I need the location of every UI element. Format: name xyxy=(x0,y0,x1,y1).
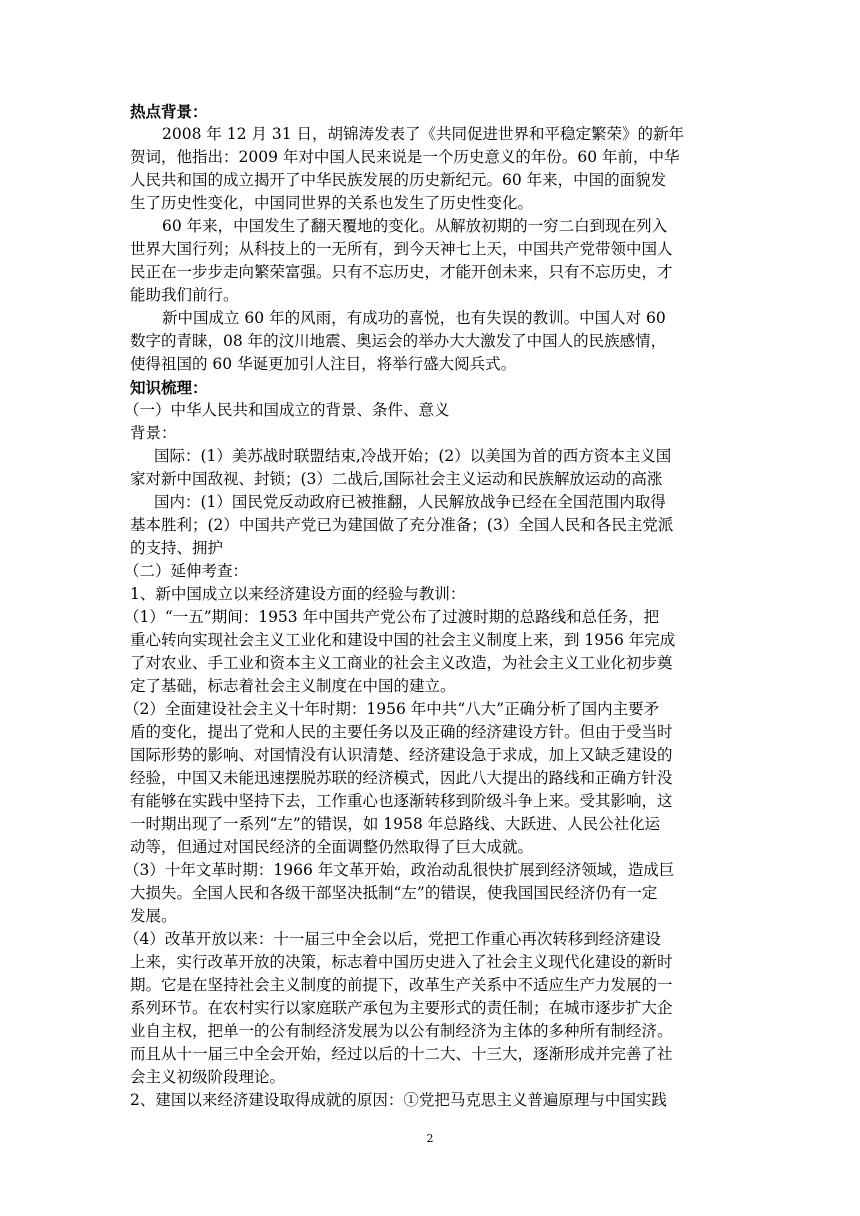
text-line: 民正在一步步走向繁荣富强。只有不忘历史，才能开创未来，只有不忘历史，才 xyxy=(130,263,673,281)
text-line: 会主义初级阶段理论。 xyxy=(130,1068,286,1086)
text-line: 能助我们前行。 xyxy=(130,286,239,304)
text-line: 有能够在实践中坚持下去，工作重心也逐渐转移到阶级斗争上来。受其影响，这 xyxy=(130,792,673,810)
text-line: 盾的变化，提出了党和人民的主要任务以及正确的经济建设方针。但由于受当时 xyxy=(130,723,673,741)
text-line: 业自主权，把单一的公有制经济发展为以公有制经济为主体的多种所有制经济。 xyxy=(130,1022,673,1040)
page-number: 2 xyxy=(426,1132,434,1145)
text-line: （3）十年文革时期：1966 年文革开始，政治动乱很快扩展到经济领域，造成巨 xyxy=(124,861,675,879)
document-body xyxy=(124,100,742,1112)
text-line: 世界大国行列；从科技上的一无所有，到今天神七上天，中国共产党带领中国人 xyxy=(130,240,673,258)
text-line: 新中国成立 60 年的风雨，有成功的喜悦，也有失误的教训。中国人对 60 xyxy=(162,309,666,327)
text-line: 基本胜利；(2）中国共产党已为建国做了充分准备；(3）全国人民和各民主党派 xyxy=(130,516,674,534)
section-heading: 知识梳理： xyxy=(130,378,208,397)
text-line: 了对农业、手工业和资本主义工商业的社会主义改造，为社会主义工业化初步奠 xyxy=(130,654,673,672)
text-line: （一）中华人民共和国成立的背景、条件、意义 xyxy=(124,401,450,419)
text-line: （1）“一五”期间：1953 年中国共产党公布了过渡时期的总路线和总任务，把 xyxy=(124,608,660,626)
text-line: 60 年来，中国发生了翻天覆地的变化。从解放初期的一穷二白到现在列入 xyxy=(162,217,668,235)
text-line: 期。它是在坚持社会主义制度的前提下，改革生产关系中不适应生产力发展的一 xyxy=(130,976,673,994)
text-line: 数字的青睐，08 年的汶川地震、奥运会的举办大大激发了中国人的民族感情， xyxy=(130,332,667,350)
text-line: 人民共和国的成立揭开了中华民族发展的历史新纪元。60 年来，中国的面貌发 xyxy=(130,171,667,189)
text-line: 国内：(1）国民党反动政府已被推翻，人民解放战争已经在全国范围内取得 xyxy=(154,493,666,511)
text-line: （2）全面建设社会主义十年时期：1956 年中共“八大”正确分析了国内主要矛 xyxy=(124,700,660,718)
text-line: 重心转向实现社会主义工业化和建设中国的社会主义制度上来，到 1956 年完成 xyxy=(130,631,676,649)
text-line: 家对新中国敌视、封锁；(3）二战后,国际社会主义运动和民族解放运动的高涨 xyxy=(130,470,663,488)
text-line: 2008 年 12 月 31 日，胡锦涛发表了《共同促进世界和平稳定繁荣》的新年 xyxy=(162,125,685,143)
text-line: 1、新中国成立以来经济建设方面的经验与教训： xyxy=(130,585,466,603)
text-line: 国际形势的影响、对国情没有认识清楚、经济建设急于求成，加上又缺乏建设的 xyxy=(130,746,673,764)
text-line: 生了历史性变化，中国同世界的关系也发生了历史性变化。 xyxy=(130,194,534,212)
text-line: （二）延伸考查： xyxy=(124,562,249,580)
text-line: 使得祖国的 60 华诞更加引人注目，将举行盛大阅兵式。 xyxy=(130,355,517,373)
text-line: 系列环节。在农村实行以家庭联产承包为主要形式的责任制；在城市逐步扩大企 xyxy=(130,999,673,1017)
text-line: 发展。 xyxy=(130,907,177,925)
text-line: 贺词，他指出：2009 年对中国人民来说是一个历史意义的年份。60 年前，中华 xyxy=(130,148,680,166)
text-line: 而且从十一届三中全会开始，经过以后的十二大、十三大，逐渐形成并完善了社 xyxy=(130,1045,673,1063)
section-heading: 热点背景： xyxy=(130,102,208,121)
text-line: 国际：(1）美苏战时联盟结束,冷战开始；(2）以美国为首的西方资本主义国 xyxy=(154,447,672,465)
text-line: 定了基础，标志着社会主义制度在中国的建立。 xyxy=(130,677,456,695)
text-line: 上来，实行改革开放的决策，标志着中国历史进入了社会主义现代化建设的新时 xyxy=(130,953,673,971)
text-line: 大损失。全国人民和各级干部坚决抵制“左”的错误，使我国国民经济仍有一定 xyxy=(130,884,658,902)
text-line: 2、建国以来经济建设取得成就的原因：①党把马克思主义普遍原理与中国实践 xyxy=(130,1091,667,1109)
text-line: 一时期出现了一系列“左”的错误，如 1958 年总路线、大跃进、人民公社化运 xyxy=(130,815,661,833)
text-line: 背景： xyxy=(130,424,177,442)
text-line: （4）改革开放以来：十一届三中全会以后，党把工作重心再次转移到经济建设 xyxy=(124,930,661,948)
text-line: 经验，中国又未能迅速摆脱苏联的经济模式，因此八大提出的路线和正确方针没 xyxy=(130,769,673,787)
text-line: 动等，但通过对国民经济的全面调整仍然取得了巨大成就。 xyxy=(130,838,534,856)
text-line: 的支持、拥护 xyxy=(130,539,224,557)
